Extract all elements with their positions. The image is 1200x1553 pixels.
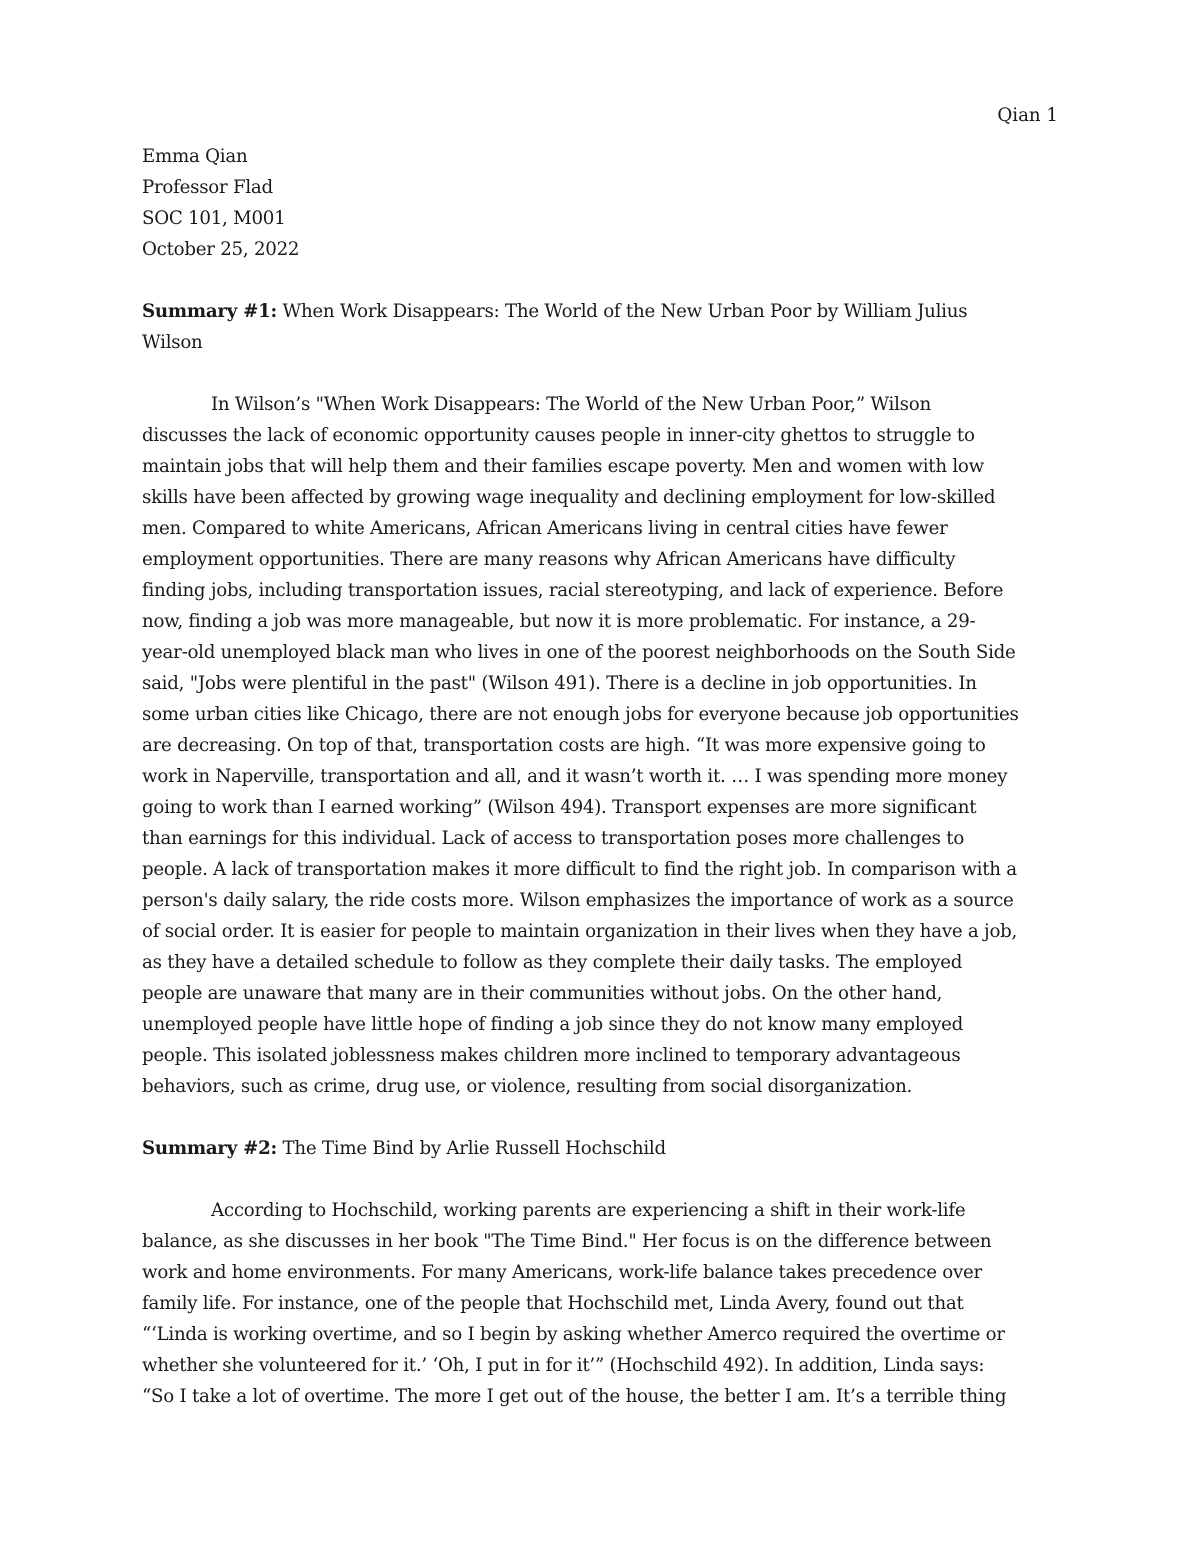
summary-1-title [142, 296, 1062, 358]
paragraph-line: year-old unemployed black man who lives in one of the poorest neighborhoods on the South Side [142, 642, 1016, 663]
summary-1-title-text: When Work Disappears: The World of the New Urban Poor by William Julius [276, 301, 968, 322]
summary-2-title-line [142, 1133, 1062, 1164]
paragraph-line: finding jobs, including transportation issues, racial stereotyping, and lack of experience. Before [142, 580, 1004, 601]
summary-1-paragraph [142, 389, 1062, 1102]
paragraph-line: balance, as she discusses in her book "The Time Bind." Her focus is on the difference between [142, 1231, 992, 1252]
summary-2-label: Summary #2: [142, 1138, 277, 1159]
summary-2-paragraph [142, 1195, 1062, 1412]
paragraph-line: “So I take a lot of overtime. The more I get out of the house, the better I am. It’s a terrible thing [142, 1386, 1007, 1407]
paragraph-line: family life. For instance, one of the people that Hochschild met, Linda Avery, found out that [142, 1293, 964, 1314]
document-date: October 25, 2022 [142, 239, 300, 260]
paragraph-line: people. This isolated joblessness makes children more inclined to temporary advantageous [142, 1045, 961, 1066]
summary-1-title-line [142, 296, 1062, 327]
paragraph-line: behaviors, such as crime, drug use, or violence, resulting from social disorganization. [142, 1076, 913, 1097]
paragraph-line: discusses the lack of economic opportunity causes people in inner-city ghettos to struggle to [142, 425, 975, 446]
paragraph-line: work in Naperville, transportation and all, and it wasn’t worth it. … I was spending more money [142, 766, 1008, 787]
paragraph-line: as they have a detailed schedule to follow as they complete their daily tasks. The employed [142, 952, 963, 973]
paragraph-line: some urban cities like Chicago, there are not enough jobs for everyone because job opportunities [142, 704, 1019, 725]
paragraph-line: said, "Jobs were plentiful in the past" (Wilson 491). There is a decline in job opportunities. In [142, 673, 977, 694]
paragraph-line: going to work than I earned working” (Wilson 494). Transport expenses are more significant [142, 797, 977, 818]
paragraph-line: In Wilson’s "When Work Disappears: The World of the New Urban Poor,” Wilson [211, 394, 931, 415]
paragraph-line: maintain jobs that will help them and their families escape poverty. Men and women with low [142, 456, 984, 477]
professor-name: Professor Flad [142, 177, 273, 198]
paragraph-line: According to Hochschild, working parents are experiencing a shift in their work-life [211, 1200, 966, 1221]
page-header: Qian 1 [997, 105, 1058, 126]
summary-1-label: Summary #1: [142, 301, 277, 322]
summary-2-title-text: The Time Bind by Arlie Russell Hochschild [276, 1138, 666, 1159]
paragraph-line: than earnings for this individual. Lack of access to transportation poses more challenges to [142, 828, 965, 849]
summary-1-title-line: Wilson [142, 332, 203, 353]
course-name: SOC 101, M001 [142, 208, 286, 229]
paragraph-line: person's daily salary, the ride costs more. Wilson emphasizes the importance of work as a source [142, 890, 1014, 911]
mla-heading [142, 141, 1062, 265]
paragraph-line: people are unaware that many are in their communities without jobs. On the other hand, [142, 983, 943, 1004]
paragraph-line: whether she volunteered for it.’ ‘Oh, I put in for it’” (Hochschild 492). In addition, Linda says: [142, 1355, 985, 1376]
paragraph-line: unemployed people have little hope of finding a job since they do not know many employed [142, 1014, 964, 1035]
paragraph-line: people. A lack of transportation makes it more difficult to find the right job. In comparison with a [142, 859, 1017, 880]
paragraph-line: are decreasing. On top of that, transportation costs are high. “It was more expensive going to [142, 735, 986, 756]
document-body [142, 141, 1062, 1412]
paragraph-line: now, finding a job was more manageable, but now it is more problematic. For instance, a 29- [142, 611, 976, 632]
student-name: Emma Qian [142, 146, 248, 167]
paragraph-line: skills have been affected by growing wage inequality and declining employment for low-skilled [142, 487, 996, 508]
paragraph-line: “‘Linda is working overtime, and so I begin by asking whether Amerco required the overtime or [142, 1324, 1005, 1345]
paragraph-line: men. Compared to white Americans, African Americans living in central cities have fewer [142, 518, 948, 539]
paragraph-line: work and home environments. For many Americans, work-life balance takes precedence over [142, 1262, 982, 1283]
summary-2-title [142, 1133, 1062, 1164]
paragraph-line: of social order. It is easier for people to maintain organization in their lives when they have a job, [142, 921, 1018, 942]
paragraph-line: employment opportunities. There are many reasons why African Americans have difficulty [142, 549, 956, 570]
